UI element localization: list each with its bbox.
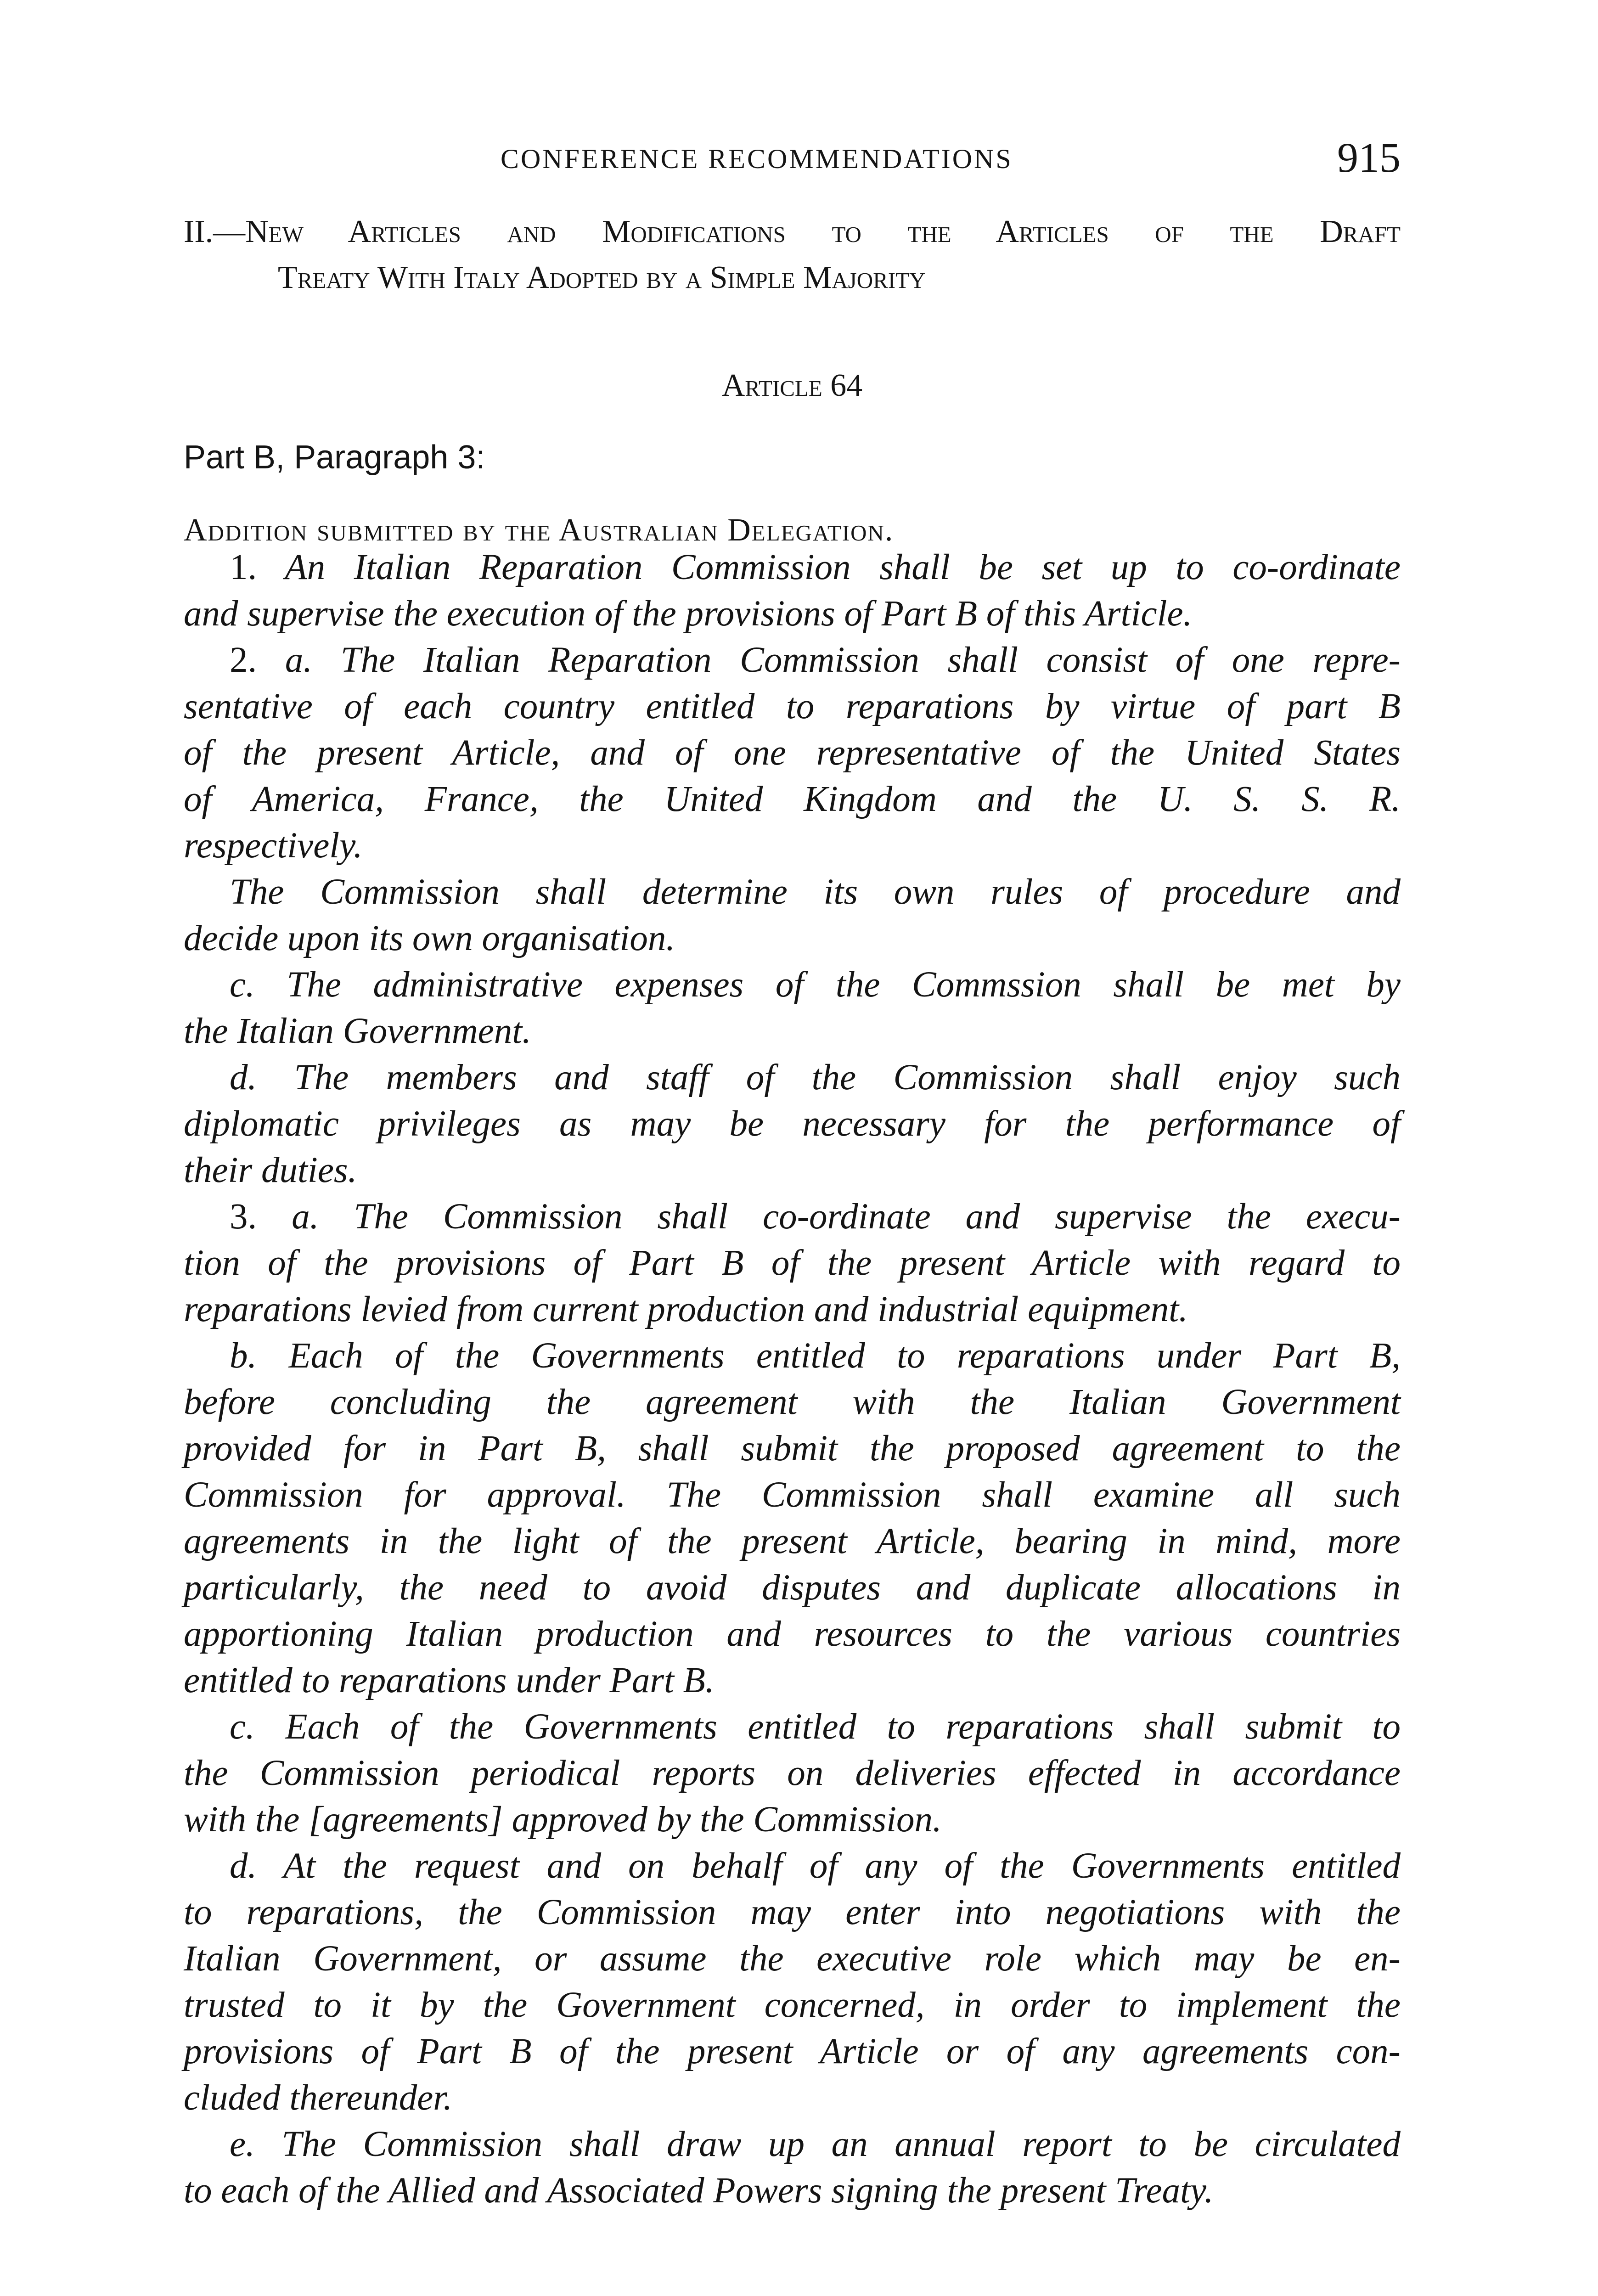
- text-line: of the present Article, and of one representative of the United States: [184, 733, 1401, 773]
- text-line: provided for in Part B, shall submit the proposed agreement to the: [184, 1429, 1401, 1469]
- text-line: the Italian Government.: [184, 1011, 531, 1051]
- paragraph-2a: [184, 637, 1401, 869]
- page-number: 915: [1337, 134, 1401, 181]
- text-line: respectively.: [184, 826, 363, 866]
- section-heading-line: Treaty With Italy Adopted by a Simple Majority: [278, 260, 926, 295]
- paragraph-number: 2.: [230, 640, 257, 680]
- text-line: trusted to it by the Government concerned, in order to implement the: [184, 1985, 1401, 2025]
- paragraph-3e: [184, 2121, 1401, 2214]
- text-line: 3. a. The Commission shall co-ordinate and supervise the execu-: [230, 1197, 1401, 1237]
- running-head-title: CONFERENCE RECOMMENDATIONS: [501, 144, 1013, 174]
- text-line: the Commission periodical reports on deliveries effected in accordance: [184, 1753, 1401, 1793]
- paragraph-number: 1.: [230, 547, 257, 587]
- paragraph-3a: [184, 1193, 1401, 1333]
- text-line: with the [agreements] approved by the Commission.: [184, 1800, 942, 1840]
- paragraph-number: 3.: [230, 1197, 257, 1237]
- paragraph-2c: [184, 962, 1401, 1054]
- text-line: apportioning Italian production and resources to the various countries: [184, 1614, 1401, 1654]
- text-line: e. The Commission shall draw up an annual report to be circulated: [230, 2124, 1401, 2164]
- text-line: agreements in the light of the present Article, bearing in mind, more: [184, 1521, 1401, 1561]
- text-line: of America, France, the United Kingdom and the U. S. S. R.: [184, 779, 1401, 819]
- text-line: and supervise the execution of the provisions of Part B of this Article.: [184, 594, 1193, 634]
- text-line: entitled to reparations under Part B.: [184, 1660, 715, 1700]
- article-heading: Article 64: [721, 368, 863, 403]
- text-line: reparations levied from current production and industrial equipment.: [184, 1289, 1188, 1329]
- paragraph-3c: [184, 1704, 1401, 1843]
- paragraph-3d: [184, 1843, 1401, 2121]
- document-page: [184, 0, 1401, 2296]
- text-line: decide upon its own organisation.: [184, 918, 675, 958]
- text-line: sentative of each country entitled to reparations by virtue of part B: [184, 687, 1401, 726]
- text-line: to reparations, the Commission may enter into negotiations with the: [184, 1892, 1401, 1932]
- text-line: d. At the request and on behalf of any of the Governments entitled: [230, 1846, 1401, 1886]
- text-line: b. Each of the Governments entitled to reparations under Part B,: [230, 1336, 1401, 1376]
- text-line: d. The members and staff of the Commission shall enjoy such: [230, 1058, 1401, 1097]
- paragraph-1: [184, 544, 1401, 637]
- text-line: particularly, the need to avoid disputes and duplicate allocations in: [184, 1568, 1401, 1608]
- text-line: their duties.: [184, 1150, 357, 1190]
- part-reference: Part B, Paragraph 3:: [184, 439, 485, 476]
- section-heading: [184, 209, 1401, 301]
- text-line: c. Each of the Governments entitled to reparations shall submit to: [230, 1707, 1401, 1747]
- text-line: provisions of Part B of the present Article or of any agreements con-: [184, 2032, 1401, 2071]
- text-line: 2. a. The Italian Reparation Commission shall consist of one repre-: [230, 640, 1401, 680]
- text-line: diplomatic privileges as may be necessary for the performance of: [184, 1104, 1401, 1144]
- paragraph-2b: [184, 869, 1401, 962]
- paragraph-2d: [184, 1054, 1401, 1193]
- text-line: c. The administrative expenses of the Commssion shall be met by: [230, 965, 1401, 1005]
- section-heading-line: II.—New Articles and Modifications to the Articles of the Draft: [184, 214, 1401, 249]
- addition-heading: Addition submitted by the Australian Delegation.: [184, 512, 894, 548]
- paragraph-3b: [184, 1333, 1401, 1704]
- text-line: The Commission shall determine its own rules of procedure and: [230, 872, 1401, 912]
- text-line: Commission for approval. The Commission shall examine all such: [184, 1475, 1401, 1515]
- body-text: [184, 544, 1401, 2214]
- text-line: before concluding the agreement with the Italian Government: [184, 1382, 1401, 1422]
- text-line: to each of the Allied and Associated Powers signing the present Treaty.: [184, 2171, 1214, 2211]
- running-head: [184, 133, 1401, 184]
- text-line: cluded thereunder.: [184, 2078, 453, 2118]
- text-line: tion of the provisions of Part B of the present Article with regard to: [184, 1243, 1401, 1283]
- text-line: Italian Government, or assume the executive role which may be en-: [184, 1939, 1401, 1979]
- text-line: 1. An Italian Reparation Commission shall be set up to co-ordinate: [230, 547, 1401, 587]
